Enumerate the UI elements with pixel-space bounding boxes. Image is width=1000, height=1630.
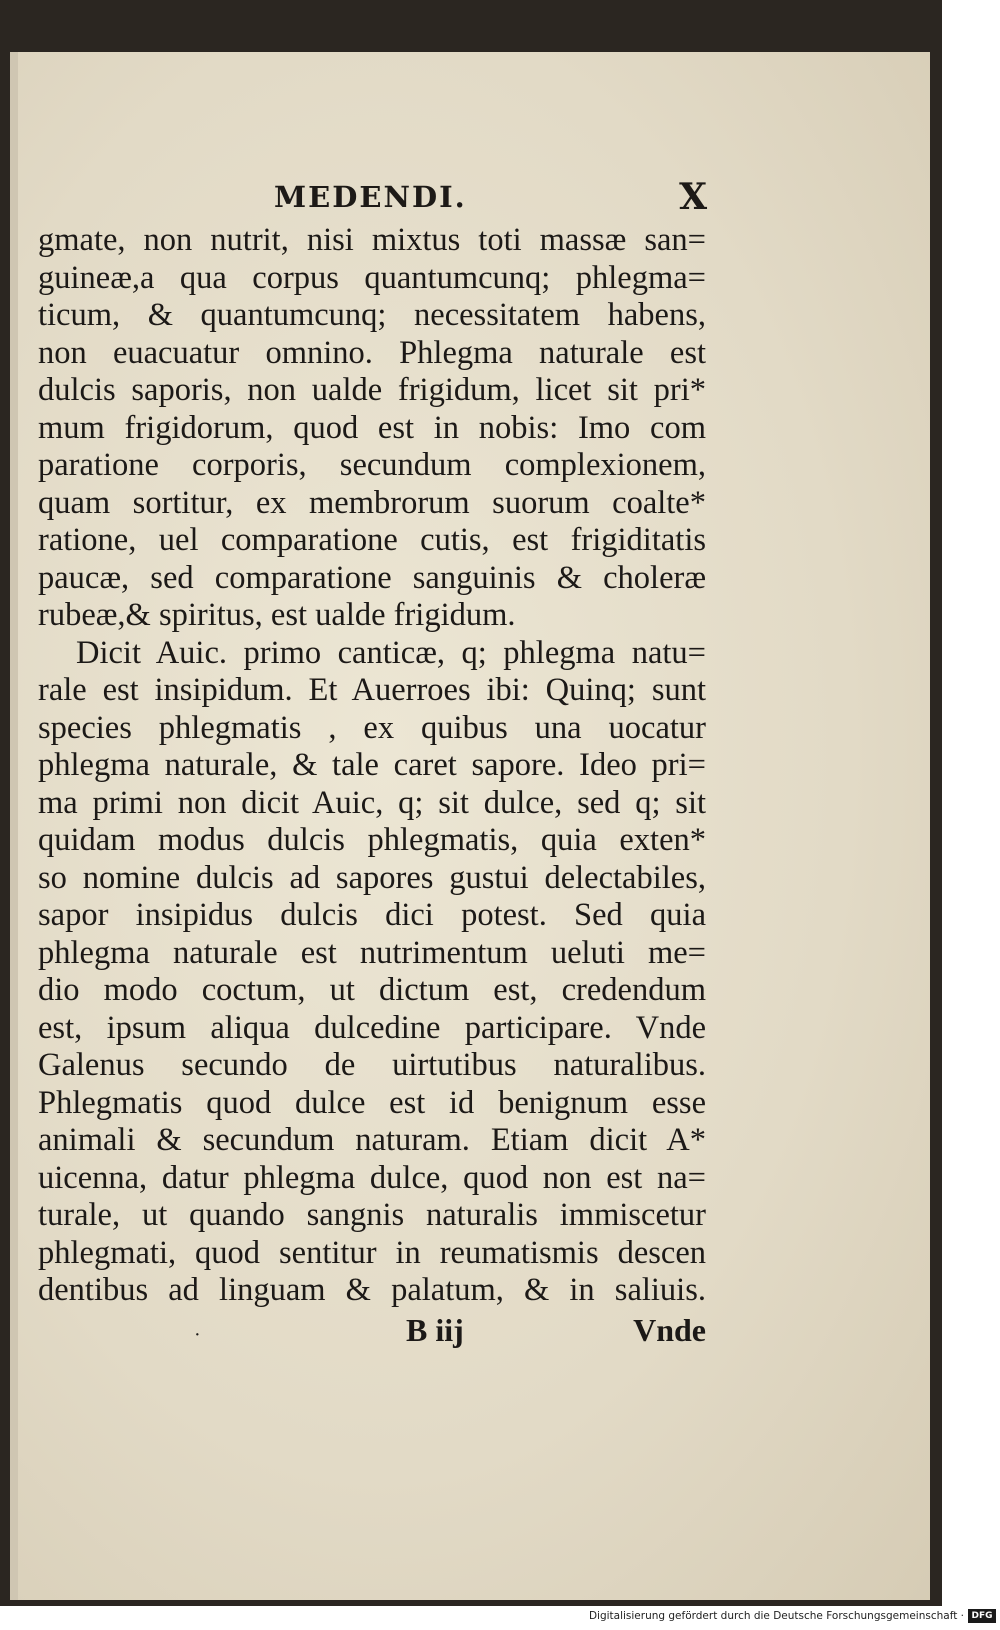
text-line: mum frigidorum, quod est in nobis: Imo com [38, 409, 706, 446]
text-line: dentibus ad linguam & palatum, & in saliuis. [38, 1272, 706, 1308]
text-line: rubeæ,& spiritus, est ualde frigidum. [38, 597, 516, 633]
text-line: ma primi non dicit Auic, q; sit dulce, sed q; sit [38, 784, 706, 821]
text-line: ticum, & quantumcunq; necessitatem habens, [38, 297, 706, 333]
signature-mark: B iij [406, 1312, 464, 1348]
text-line: est, ipsum aliqua dulcedine participare. Vnde [38, 1009, 706, 1046]
text-line: dulcis saporis, non ualde frigidum, licet sit pri* [38, 372, 706, 408]
text-line: phlegmati, quod sentitur in reumatismis descen [38, 1234, 706, 1271]
text-line: phlegma naturale, & tale caret sapore. Ideo pri= [38, 747, 706, 783]
text-line: dio modo coctum, ut dictum est, credendum [38, 972, 706, 1008]
text-line: species phlegmatis , ex quibus una uocatur [38, 709, 706, 746]
text-line: turale, ut quando sangnis naturalis immiscetur [38, 1197, 706, 1233]
text-line: so nomine dulcis ad sapores gustui delectabiles, [38, 859, 706, 896]
folio-number: X [679, 176, 707, 218]
catchword: Vnde [633, 1312, 706, 1348]
text-line: Galenus secundo de uirtutibus naturalibus. [38, 1047, 706, 1083]
text-line: guineæ,a qua corpus quantumcunq; phlegma= [38, 259, 706, 296]
running-title: MEDENDI. [274, 180, 467, 214]
footer-mark: · [194, 1324, 201, 1346]
text-line: gmate, non nutrit, nisi mixtus toti massæ san= [38, 222, 706, 258]
text-line: ratione, uel comparatione cutis, est frigiditatis [38, 522, 706, 558]
text-line: phlegma naturale est nutrimentum ueluti me= [38, 934, 706, 971]
text-line: quidam modus dulcis phlegmatis, quia exten* [38, 822, 706, 858]
text-line: Dicit Auic. primo canticæ, q; phlegma natu= [76, 634, 706, 671]
text-line: animali & secundum naturam. Etiam dicit A* [38, 1122, 706, 1158]
dfg-logo-icon: DFG [968, 1609, 996, 1623]
text-line: quam sortitur, ex membrorum suorum coalte* [38, 484, 706, 521]
text-line: sapor insipidus dulcis dici potest. Sed quia [38, 897, 706, 933]
text-line: non euacuatur omnino. Phlegma naturale est [38, 334, 706, 371]
body-text [38, 222, 706, 1310]
text-line: paucæ, sed comparatione sanguinis & choleræ [38, 559, 706, 596]
text-line: uicenna, datur phlegma dulce, quod non est na= [38, 1159, 706, 1196]
page-header [262, 176, 707, 220]
credit-bar [0, 1606, 1000, 1630]
funding-credit: Digitalisierung gefördert durch die Deutsche Forschungsgemeinschaft · [588, 1610, 964, 1622]
text-line: paratione corporis, secundum complexionem, [38, 447, 706, 483]
page-footer [38, 1312, 706, 1356]
text-line: rale est insipidum. Et Auerroes ibi: Quinq; sunt [38, 672, 706, 708]
text-line: Phlegmatis quod dulce est id benignum esse [38, 1084, 706, 1121]
